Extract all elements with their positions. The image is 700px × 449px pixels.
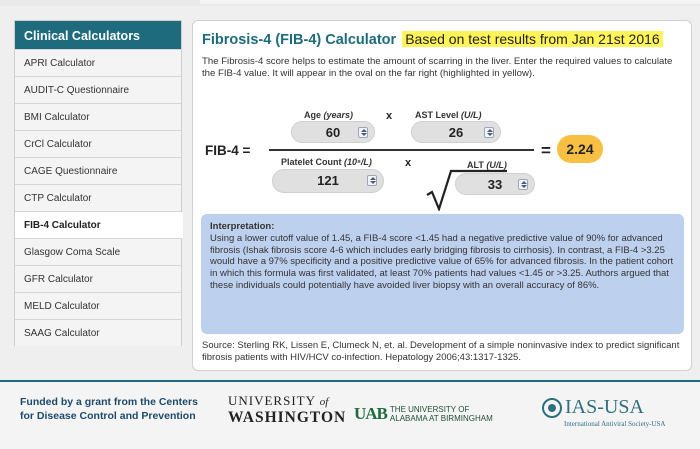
sidebar-item-crcl[interactable]: CrCl Calculator [15, 130, 181, 157]
uab-line2: ALABAMA AT BIRMINGHAM [389, 414, 493, 423]
sidebar-nav [14, 20, 182, 346]
funding-statement: Funded by a grant from the Centers for Disease Control and Prevention [20, 396, 198, 422]
calculator-panel [192, 20, 692, 371]
age-label: Age (years) [304, 110, 354, 120]
sidebar-item-fib4[interactable]: FIB-4 Calculator [15, 211, 183, 238]
ast-label: AST Level (U/L) [415, 110, 482, 120]
sidebar-item-cage[interactable]: CAGE Questionnaire [15, 157, 181, 184]
age-input[interactable]: 60 [291, 121, 375, 143]
interpretation-box [201, 214, 684, 334]
platelet-input[interactable]: 121 [272, 169, 384, 193]
uw-of: of [319, 396, 329, 408]
ias-usa-logo[interactable] [542, 396, 665, 428]
multiply-sign-bottom: x [405, 157, 412, 169]
ast-input[interactable]: 26 [411, 121, 501, 143]
uab-line1: THE UNIVERSITY OF [389, 405, 470, 414]
multiply-sign-top: x [386, 110, 393, 122]
sidebar-item-glasgow[interactable]: Glasgow Coma Scale [15, 238, 181, 265]
sidebar-header: Clinical Calculators [15, 21, 181, 49]
uab-logo[interactable] [354, 404, 493, 424]
alt-label: ALT (U/L) [467, 160, 507, 170]
top-strip-accent [200, 0, 700, 4]
intro-text: The Fibrosis-4 score helps to estimate the amount of scarring in the liver. Enter the required values to calculate the FIB-4 value. It will appear in the oval on the far right (highlighted in yellow). [202, 56, 673, 79]
uw-line1: UNIVERSITY [228, 393, 316, 408]
interpretation-text: Using a lower cutoff value of 1.45, a FIB-4 score <1.45 had a negative predictive value of 90% for advanced fibrosis (Ishak fibrosis score 4-6 which includes early bridging fibrosis to cirrhosis). In contrast, a FIB-4 >3.25 would have a 97% specificity and a positive predictive value of 65% for advanced fibrosis. In the patient cohort in which this formula was first validated, at least 70% patients had values <1.45 or >3.25. Authors argued that these individuals could potentially have avoided liver biopsy with an overall accuracy of 86%. [210, 232, 674, 291]
platelet-label: Platelet Count (10⁹/L) [281, 157, 372, 167]
fraction-line [269, 149, 534, 151]
ias-subtitle: International Antiviral Society-USA [564, 420, 666, 428]
formula-label: FIB-4 = [205, 143, 251, 158]
ias-globe-icon [542, 398, 562, 418]
test-date-note: Based on test results from Jan 21st 2016 [402, 31, 662, 47]
page-title: Fibrosis-4 (FIB-4) Calculator [202, 32, 397, 48]
ast-spinner-icon[interactable] [484, 127, 494, 138]
ias-name: IAS-USA [565, 396, 644, 418]
footer [0, 380, 700, 449]
page-title-row [202, 31, 663, 48]
uw-line2: WASHINGTON [228, 409, 347, 426]
platelet-spinner-icon[interactable] [367, 175, 377, 186]
sidebar-item-bmi[interactable]: BMI Calculator [15, 103, 181, 130]
equals-sign: = [541, 141, 551, 160]
fib4-result: 2.24 [557, 135, 603, 163]
alt-spinner-icon[interactable] [518, 179, 528, 190]
uab-mark: UAB [354, 404, 387, 423]
interpretation-title: Interpretation: [210, 221, 275, 232]
alt-input[interactable]: 33 [455, 173, 535, 195]
top-strip [0, 0, 700, 6]
source-citation: Source: Sterling RK, Lissen E, Clumeck N, et. al. Development of a simple noninvasive index to predict significant fibrosis patients with HIV/HCV co-infection. Hepatology 2006;43:1317-1325. [202, 340, 680, 363]
sidebar-item-ctp[interactable]: CTP Calculator [15, 184, 181, 211]
sidebar-item-audit-c[interactable]: AUDIT-C Questionnaire [15, 76, 181, 103]
age-spinner-icon[interactable] [358, 127, 368, 138]
uw-logo[interactable] [228, 394, 346, 427]
sidebar-item-gfr[interactable]: GFR Calculator [15, 265, 181, 292]
sidebar-item-saag[interactable]: SAAG Calculator [15, 319, 181, 346]
sidebar-item-meld[interactable]: MELD Calculator [15, 292, 181, 319]
sidebar-item-apri[interactable]: APRI Calculator [15, 49, 181, 76]
